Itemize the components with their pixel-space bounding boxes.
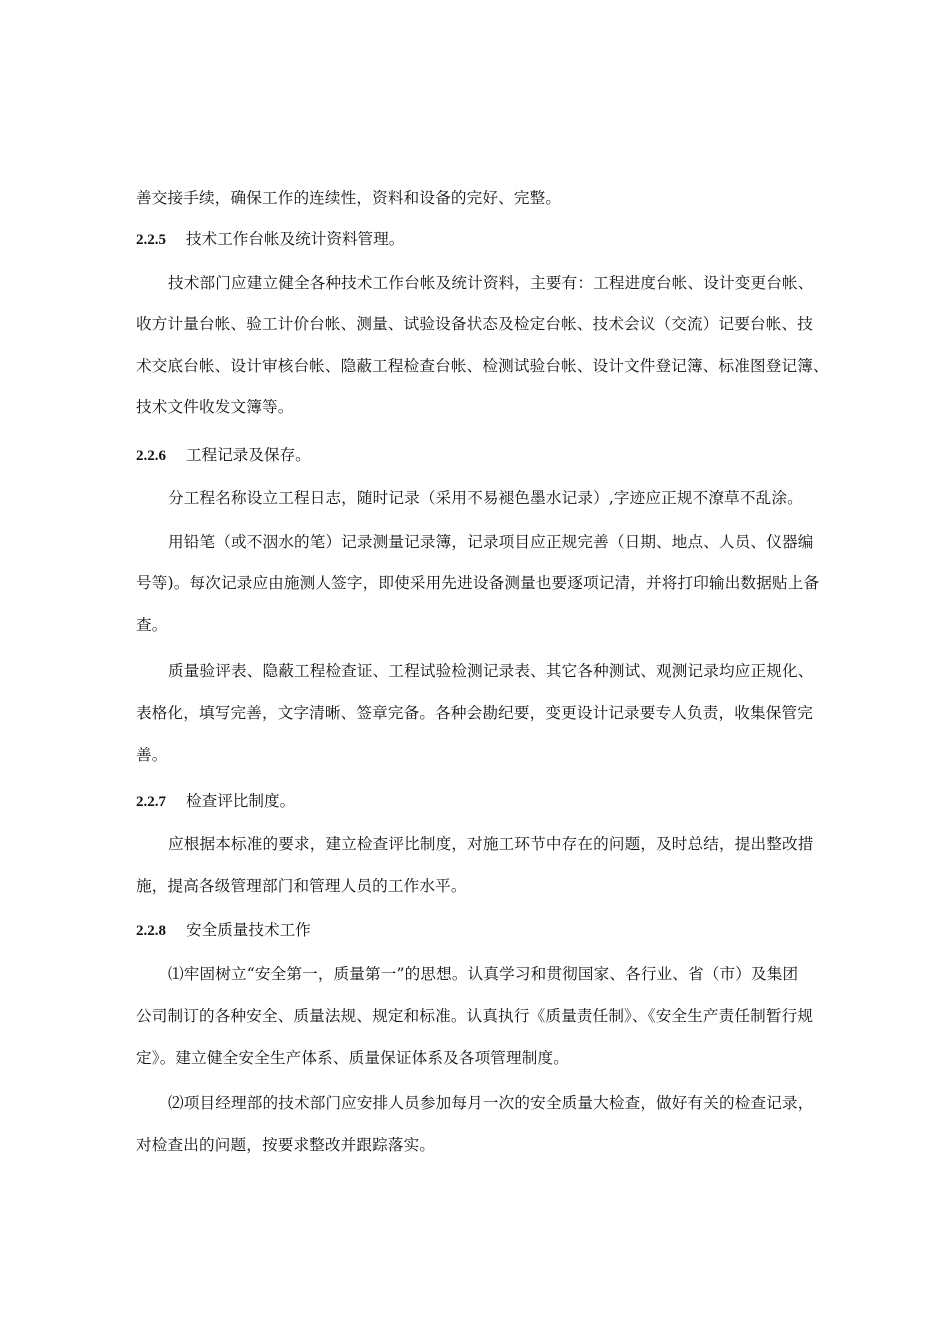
paragraph-line: 善。 — [136, 746, 168, 764]
paragraph-line: 施，提高各级管理部门和管理人员的工作水平。 — [136, 877, 467, 895]
paragraph-line: 术交底台帐、设计审核台帐、隐蔽工程检查台帐、检测试验台帐、设计文件登记簿、标准图登记簿、 — [136, 357, 829, 375]
paragraph-line: 用铅笔（或不洇水的笔）记录测量记录簿，记录项目应正规完善（日期、地点、人员、仪器编 — [168, 533, 814, 551]
paragraph-line: 技术文件收发文簿等。 — [136, 398, 294, 416]
section-number: 2.2.8 — [136, 923, 166, 939]
section-number: 2.2.6 — [136, 448, 166, 464]
section-title: 工程记录及保存。 — [186, 446, 311, 464]
paragraph-line: 表格化，填写完善，文字清晰、签章完备。各种会勘纪要，变更设计记录要专人负责，收集保管完 — [136, 704, 813, 722]
paragraph-line: 质量验评表、隐蔽工程检查证、工程试验检测记录表、其它各种测试、观测记录均应正规化、 — [168, 662, 814, 680]
list-item-line: 公司制订的各种安全、质量法规、规定和标准。认真执行《质量责任制》、《安全生产责任制暂行规 — [136, 1007, 814, 1025]
paragraph-line: 技术部门应建立健全各种技术工作台帐及统计资料，主要有：工程进度台帐、设计变更台帐、 — [168, 274, 814, 292]
section-title: 技术工作台帐及统计资料管理。 — [186, 230, 405, 248]
section-heading-2-2-6 — [136, 445, 311, 466]
paragraph-line: 善交接手续，确保工作的连续性，资料和设备的完好、完整。 — [136, 189, 562, 207]
section-number: 2.2.7 — [136, 794, 166, 810]
section-number: 2.2.5 — [136, 232, 166, 248]
list-item-line: 对检查出的问题，按要求整改并跟踪落实。 — [136, 1136, 436, 1154]
list-item-line: ⑴牢固树立“安全第一，质量第一”的思想。认真学习和贯彻国家、各行业、省（市）及集团 — [168, 965, 799, 983]
paragraph-line: 应根据本标准的要求，建立检查评比制度，对施工环节中存在的问题，及时总结，提出整改措 — [168, 835, 814, 853]
section-heading-2-2-5 — [136, 229, 404, 250]
section-title: 检查评比制度。 — [186, 792, 296, 810]
paragraph-line: 查。 — [136, 616, 168, 634]
section-heading-2-2-7 — [136, 791, 295, 812]
paragraph-line: 分工程名称设立工程日志，随时记录（采用不易褪色墨水记录）,字迹应正规不潦草不乱涂。 — [168, 489, 803, 507]
list-item-line: ⑵项目经理部的技术部门应安排人员参加每月一次的安全质量大检查，做好有关的检查记录， — [168, 1094, 814, 1112]
section-heading-2-2-8 — [136, 920, 311, 941]
paragraph-line: 收方计量台帐、验工计价台帐、测量、试验设备状态及检定台帐、技术会议（交流）记要台帐、技 — [136, 315, 813, 333]
section-title: 安全质量技术工作 — [186, 921, 311, 939]
list-item-line: 定》。建立健全安全生产体系、质量保证体系及各项管理制度。 — [136, 1049, 570, 1067]
paragraph-line: 号等)。每次记录应由施测人签字，即使采用先进设备测量也要逐项记清，并将打印输出数据贴上备 — [136, 574, 820, 592]
